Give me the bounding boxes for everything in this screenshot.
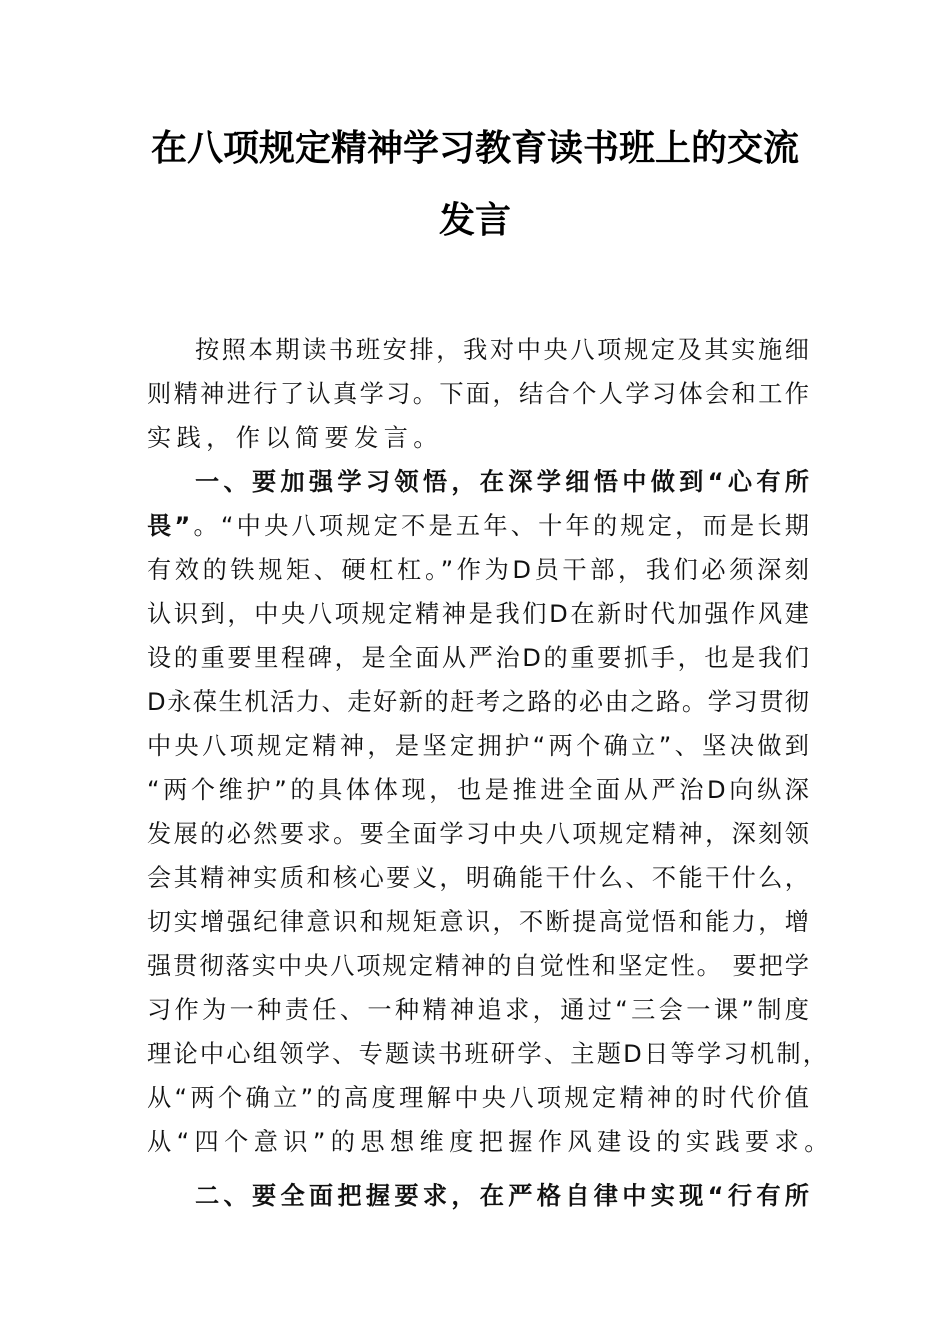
text-line: 设的重要里程碑，是全面从严治D的重要抓手，也是我们 (147, 644, 809, 672)
text-line: 认识到，中央八项规定精神是我们D在新时代加强作风建 (147, 600, 809, 628)
text-line: 按照本期读书班安排，我对中央八项规定及其实施细 (195, 336, 809, 364)
text-line: 从“四个意识”的思想维度把握作风建设的实践要求。 (147, 1128, 834, 1156)
text-line (147, 511, 809, 541)
document-title-line-2: 发言 (438, 199, 511, 241)
text-line: D永葆生机活力、走好新的赶考之路的必由之路。学习贯彻 (147, 688, 809, 716)
text-span: 。“中央八项规定不是五年、十年的规定，而是长期 (190, 512, 809, 540)
text-line: 发展的必然要求。要全面学习中央八项规定精神，深刻领 (147, 820, 809, 848)
text-line: 会其精神实质和核心要义，明确能干什么、不能干什么， (147, 864, 809, 892)
section-heading: 一、要加强学习领悟，在深学细悟中做到“心有所 (195, 468, 809, 496)
text-line: 理论中心组领学、专题读书班研学、主题D日等学习机制， (147, 1040, 827, 1068)
text-line: 则精神进行了认真学习。下面，结合个人学习体会和工作 (147, 380, 809, 408)
text-line: 切实增强纪律意识和规矩意识，不断提高觉悟和能力，增 (147, 908, 809, 936)
text-line: 实践，作以简要发言。 (147, 424, 443, 452)
text-line: 习作为一种责任、一种精神追求，通过“三会一课”制度 (147, 996, 809, 1024)
section-heading-end: 畏” (147, 512, 191, 540)
text-line: 强贯彻落实中央八项规定精神的自觉性和坚定性。 要把学 (147, 952, 809, 980)
text-line: 从“两个确立”的高度理解中央八项规定精神的时代价值 (147, 1084, 809, 1112)
text-line: 有效的铁规矩、硬杠杠。”作为D员干部，我们必须深刻 (147, 556, 809, 584)
text-line: 中央八项规定精神，是坚定拥护“两个确立”、坚决做到 (147, 732, 809, 760)
document-title-line-1: 在八项规定精神学习教育读书班上的交流 (150, 127, 799, 169)
text-line: “两个维护”的具体体现，也是推进全面从严治D向纵深 (147, 776, 809, 804)
section-heading: 二、要全面把握要求，在严格自律中实现“行有所 (195, 1182, 809, 1210)
